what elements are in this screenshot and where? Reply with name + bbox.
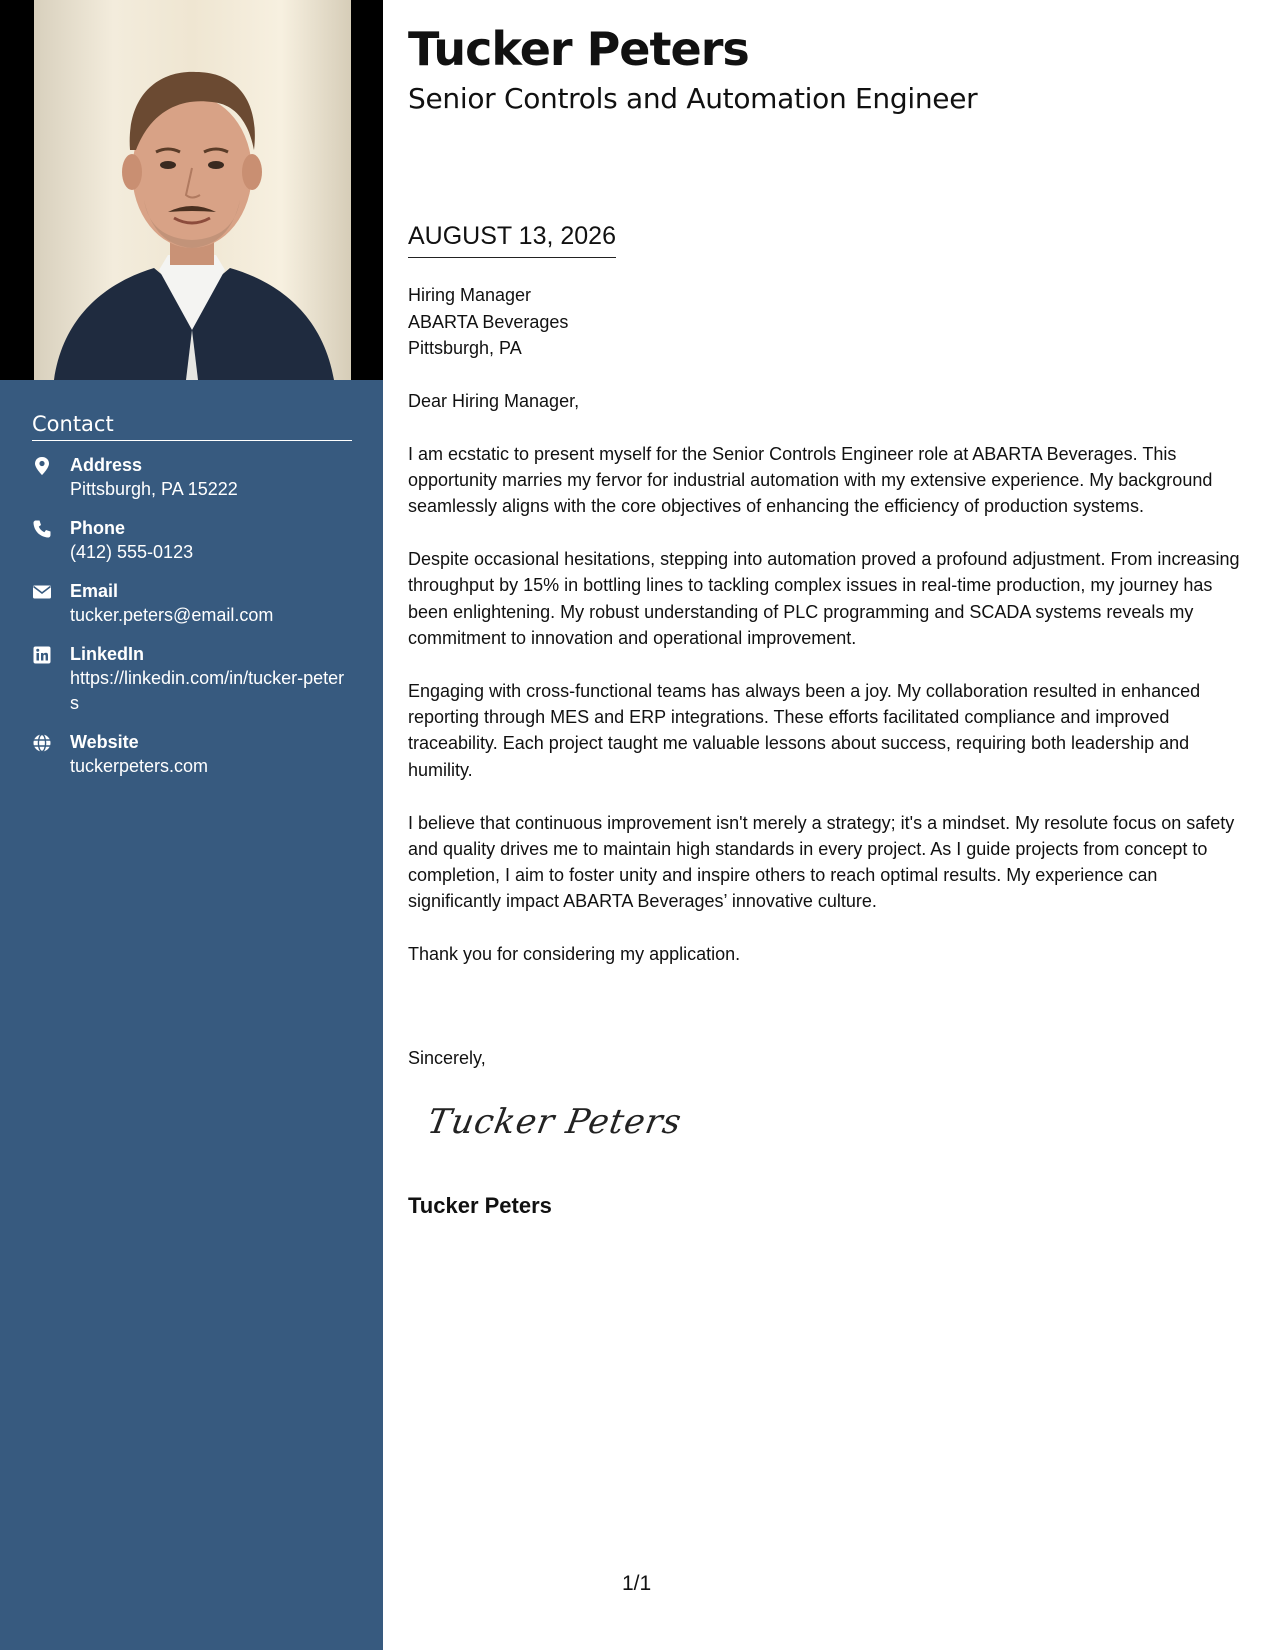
letter-date: AUGUST 13, 2026 [408,222,616,258]
envelope-icon [32,579,70,628]
sidebar [0,0,383,1650]
linkedin-icon [32,642,70,716]
photo-frame [0,0,383,380]
signer-name: Tucker Peters [408,1193,552,1218]
website-label: Website [70,732,139,752]
phone-icon [32,516,70,565]
page-number: 1/1 [622,1572,652,1595]
phone-value[interactable]: (412) 555-0123 [70,542,194,562]
contact-phone [32,516,352,565]
recipient-line: Hiring Manager [408,285,532,305]
contact-heading: Contact [32,412,352,441]
applicant-title: Senior Controls and Automation Engineer [408,82,978,115]
letter-paragraph: Engaging with cross-functional teams has always been a joy. My collaboration resulted in enhanced reporting through MES and ERP integrations. These efforts facilitated compliance and improved traceability. Each project taught me valuable lessons about success, requiring both leadership and humility. [408,680,1201,780]
letter-paragraph: I believe that continuous improvement isn't merely a strategy; it's a mindset. My resolute focus on safety and quality drives me to maintain high standards in every project. As I guide projects from concept to completion, I aim to foster unity and inspire others to reach optimal results. My experience can significantly impact ABARTA Beverages’ innovative culture. [408,812,1235,912]
contact-linkedin [32,642,352,716]
website-value[interactable]: tuckerpeters.com [70,756,209,776]
handwritten-signature: Tucker Peters [424,1102,685,1142]
address-value: Pittsburgh, PA 15222 [70,479,238,499]
contact-address [32,453,352,502]
letter-paragraph: Despite occasional hesitations, stepping into automation proved a profound adjustment. From increasing throughput by 15% in bottling lines to tackling complex issues in real-time production, my journey has been enlightening. My robust understanding of PLC programming and SCADA systems reveals my commitment to innovation and operational improvement. [408,549,1240,649]
letter-content [408,388,1248,994]
linkedin-value[interactable]: https://linkedin.com/in/tucker-peters [70,668,345,713]
contact-section [32,412,352,793]
globe-icon [32,730,70,779]
email-value[interactable]: tucker.peters@email.com [70,605,274,625]
profile-photo [34,0,351,380]
letter-paragraph: I am ecstatic to present myself for the Senior Controls Engineer role at ABARTA Beverages. This opportunity marries my fervor for industrial automation with my extensive experience. My background seamlessly aligns with the core objectives of enhancing the efficiency of production systems. [408,443,1213,517]
email-label: Email [70,581,119,601]
map-pin-icon [32,453,70,502]
salutation: Dear Hiring Manager, [408,391,580,411]
contact-email [32,579,352,628]
recipient-block [408,282,568,362]
letter-paragraph: Thank you for considering my application. [408,944,741,965]
recipient-line: Pittsburgh, PA [408,338,522,358]
address-label: Address [70,455,143,475]
recipient-line: ABARTA Beverages [408,311,569,332]
contact-website [32,730,352,779]
linkedin-label: LinkedIn [70,644,145,664]
applicant-name: Tucker Peters [408,22,749,76]
closing: Sincerely, [408,1048,486,1068]
phone-label: Phone [70,518,126,538]
